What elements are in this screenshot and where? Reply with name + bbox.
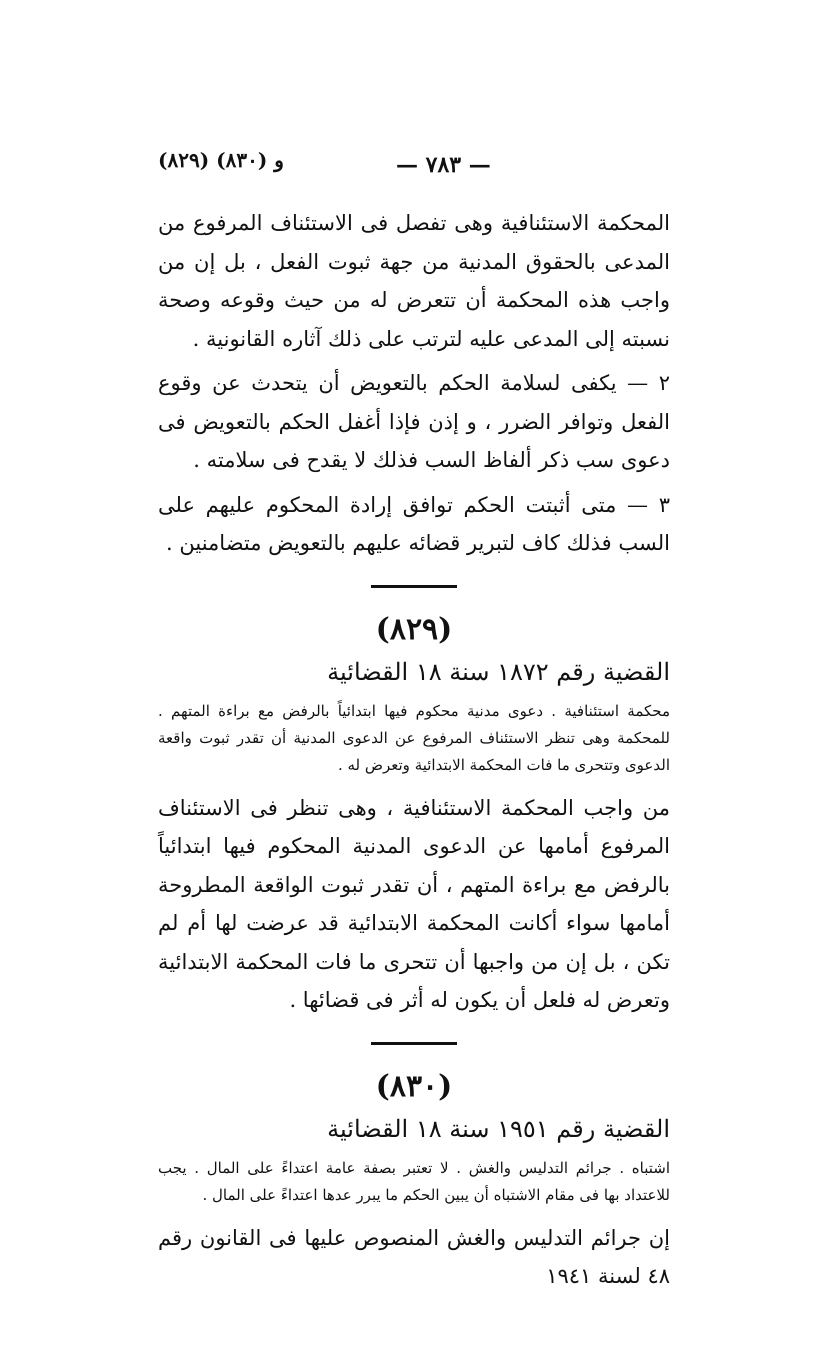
case-section xyxy=(158,1063,670,1296)
case-summary: محكمة استئنافية . دعوى مدنية محكوم فيها ابتدائياً بالرفض مع براءة المتهم . للمحكمة وهى تنظر الاستئناف المرفوع عن الدعوى المدنية أن تقدر ثبوت واقعة الدعوى وتتحرى ما فات المحكمة الابتدائية وتعرض له . xyxy=(158,701,670,774)
case-number: (٨٣٠) xyxy=(375,1068,453,1104)
section-divider xyxy=(371,1042,457,1045)
case-section xyxy=(158,606,670,1020)
case-number: (٨٢٩) xyxy=(375,611,453,647)
page-header xyxy=(158,140,670,180)
paragraph: المحكمة الاستئنافية وهى تفصل فى الاستئناف المرفوع من المدعى بالحقوق المدنية من جهة ثبوت الفعل ، بل إن من واجب هذه المحكمة أن تتعرض له من حيث وقوعه وصحة نسبته إلى المدعى عليه لترتب على ذلك آثاره القانونية . xyxy=(158,211,670,351)
case-summary: اشتباه . جرائم التدليس والغش . لا تعتبر بصفة عامة اعتداءً على المال . يجب للاعتداد بها فى مقام الاشتباه أن يبين الحكم ما يبرر عدها اعتداءً على المال . xyxy=(158,1158,670,1204)
continuation-text xyxy=(158,204,670,563)
case-text: إن جرائم التدليس والغش المنصوص عليها فى القانون رقم ٤٨ لسنة ١٩٤١ xyxy=(158,1225,670,1288)
paragraph: ٣ — متى أثبتت الحكم توافق إرادة المحكوم عليهم على السب فذلك كاف لتبرير قضائه عليهم بالتعويض متضامنين . xyxy=(158,492,670,555)
document-page xyxy=(158,140,670,1296)
page-number: — ٧٨٣ — xyxy=(396,152,491,178)
header-case-numbers: (٨٢٩) و (٨٣٠) xyxy=(158,148,284,172)
case-title: القضية رقم ١٨٧٢ سنة ١٨ القضائية xyxy=(327,657,670,686)
case-title: القضية رقم ١٩٥١ سنة ١٨ القضائية xyxy=(327,1114,670,1143)
section-divider xyxy=(371,585,457,588)
case-text: من واجب المحكمة الاستئنافية ، وهى تنظر فى الاستئناف المرفوع أمامها عن الدعوى المدنية المحكوم فيها ابتدائياً بالرفض مع براءة المتهم ، أن تقدر ثبوت الواقعة المطروحة أمامها سواء أكانت المحكمة الابتدائية قد عرضت لها أم لم تكن ، بل إن من واجبها أن تتحرى ما فات المحكمة الابتدائية وتعرض له فلعل أن يكون له أثر فى قضائها . xyxy=(158,795,670,1012)
paragraph: ٢ — يكفى لسلامة الحكم بالتعويض أن يتحدث عن وقوع الفعل وتوافر الضرر ، و إذن فإذا أغفل الحكم بالتعويض فى دعوى سب ذكر ألفاظ السب فذلك لا يقدح فى سلامته . xyxy=(158,371,670,472)
